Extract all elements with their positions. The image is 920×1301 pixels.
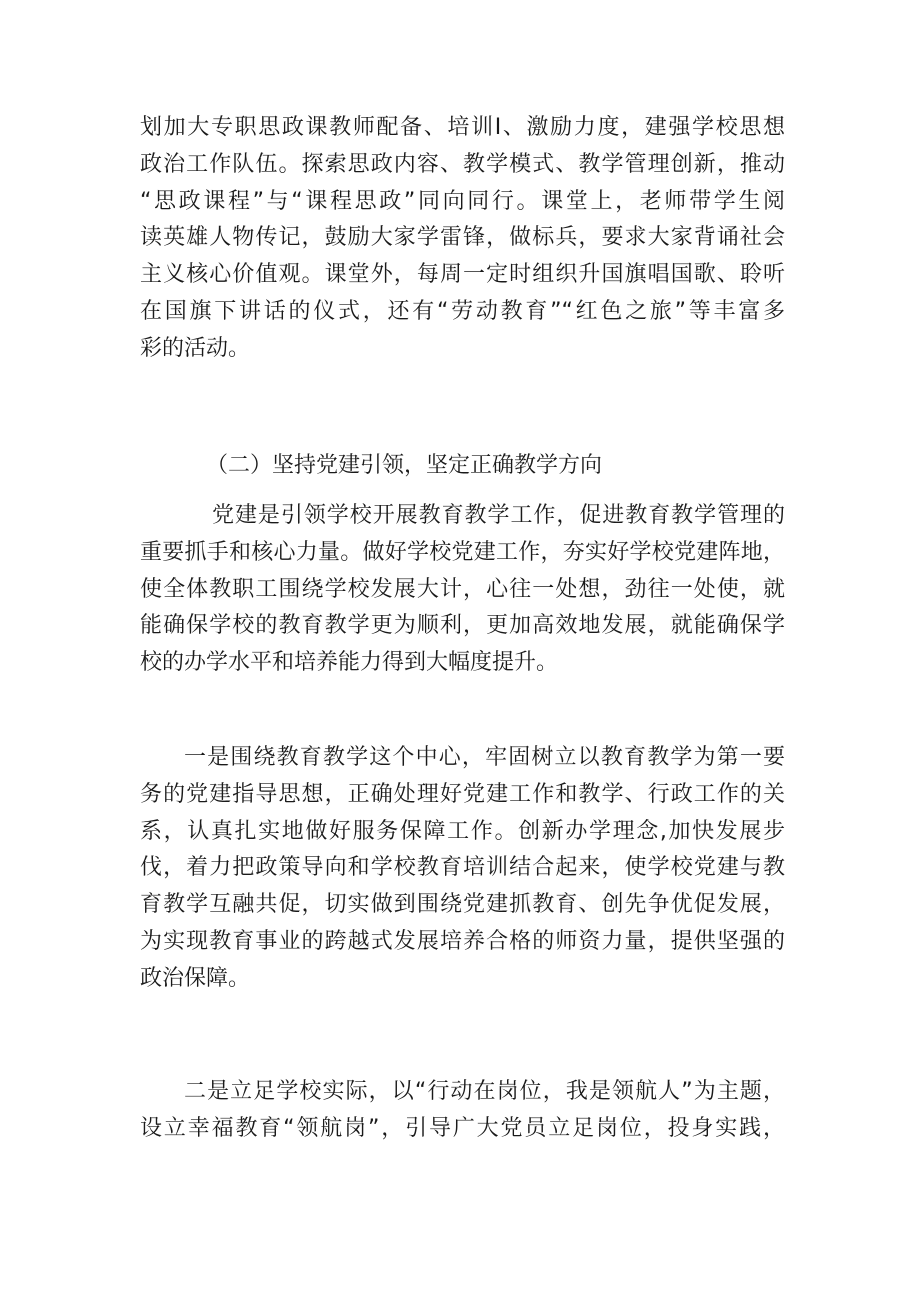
text-line: 划加大专职思政课教师配备、培训I、激励力度，建强学校思想 (140, 115, 785, 140)
text-line: 校的办学水平和培养能力得到大幅度提升。 (140, 650, 559, 676)
text-line: 能确保学校的教育教学更为顺利，更加高效地发展，就能确保学 (140, 613, 785, 639)
text-line: 政治工作队伍。探索思政内容、教学模式、教学管理创新，推动 (140, 151, 785, 177)
paragraph-4 (140, 1074, 785, 1148)
paragraph-1 (140, 110, 785, 368)
text-line: “思政课程”与“课程思政”同向同行。课堂上，老师带学生阅 (140, 188, 785, 214)
text-line: 务的党建指导思想，正确处理好党建工作和教学、行政工作的关 (140, 781, 785, 807)
text-line: 一是围绕教育教学这个中心，牢固树立以教育教学为第一要 (184, 745, 785, 770)
text-line: 二是立足学校实际，以“行动在岗位，我是领航人”为主题， (184, 1079, 785, 1104)
text-line: 彩的活动。 (140, 335, 251, 361)
text-line: 主义核心价值观。课堂外，每周一定时组织升国旗唱国歌、聆听 (140, 262, 785, 288)
section-heading (140, 448, 785, 485)
text-line: 设立幸福教育“领航岗”，引导广大党员立足岗位，投身实践， (140, 1115, 785, 1141)
text-line: 为实现教育事业的跨越式发展培养合格的师资力量，提供坚强的 (140, 928, 785, 954)
text-line: 伐，着力把政策导向和学校教育培训结合起来，使学校党建与教 (140, 855, 785, 881)
text-line: 在国旗下讲话的仪式，还有“劳动教育”“红色之旅”等丰富多 (140, 298, 785, 324)
text-line: 育教学互融共促，切实做到围绕党建抓教育、创先争优促发展， (140, 892, 785, 918)
text-line: 政治保障。 (140, 965, 251, 991)
paragraph-2 (140, 498, 785, 682)
paragraph-3 (140, 740, 785, 998)
heading-line: （二）坚持党建引领，坚定正确教学方向 (206, 453, 603, 478)
text-line: 使全体教职工围绕学校发展大计，心往一处想，劲往一处使，就 (140, 576, 785, 602)
text-line: 党建是引领学校开展教育教学工作，促进教育教学管理的 (212, 503, 785, 528)
text-line: 重要抓手和核心力量。做好学校党建工作，夯实好学校党建阵地， (140, 539, 785, 565)
text-line: 系，认真扎实地做好服务保障工作。创新办学理念,加快发展步 (140, 818, 785, 844)
text-line: 读英雄人物传记，鼓励大家学雷锋，做标兵，要求大家背诵社会 (140, 225, 785, 251)
